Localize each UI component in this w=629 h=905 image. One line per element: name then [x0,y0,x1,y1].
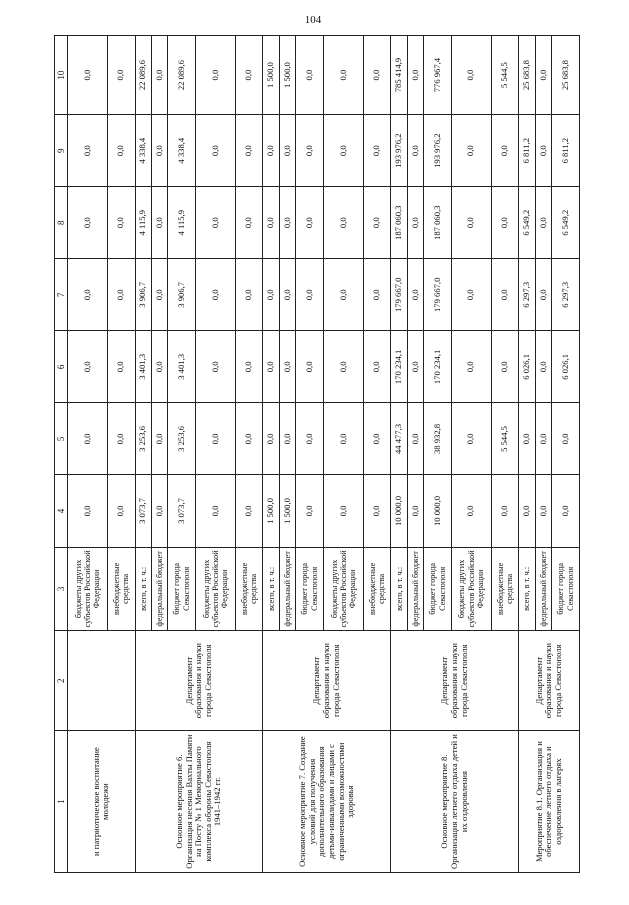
amount-cell: 0,0 [151,331,167,403]
funding-source-cell: всего, в т. ч.: [391,547,407,631]
amount-cell: 0,0 [263,331,279,403]
amount-cell: 0,0 [263,187,279,259]
column-number: 7 [55,259,68,331]
amount-cell: 1 500,0 [263,36,279,115]
amount-cell: 0,0 [196,187,236,259]
amount-cell: 22 089,6 [135,36,151,115]
amount-cell: 0,0 [279,331,295,403]
amount-cell: 0,0 [196,36,236,115]
amount-cell: 0,0 [107,475,135,547]
amount-cell: 5 544,5 [491,403,519,475]
amount-cell: 6 549,2 [552,187,580,259]
amount-cell: 0,0 [107,187,135,259]
activity-name-cell: Основное мероприятие 6. Организация несения Вахты Памяти на Посту № 1 Мемориального комплекса обороны Севастополя 1941–1942 гг. [135,731,263,873]
column-number: 6 [55,331,68,403]
budget-table [54,35,580,873]
amount-cell: 0,0 [552,403,580,475]
amount-cell: 0,0 [552,475,580,547]
amount-cell: 0,0 [196,259,236,331]
amount-cell: 0,0 [296,475,324,547]
responsible-department-cell: Департамент образования и науки города Севастополя [519,631,580,731]
amount-cell: 6 026,1 [552,331,580,403]
amount-cell: 10 000,0 [391,475,407,547]
funding-source-cell: бюджеты других субъектов Российской Федерации [196,547,236,631]
amount-cell: 0,0 [535,259,551,331]
funding-source-cell: бюджеты других субъектов Российской Федерации [68,547,108,631]
amount-cell: 0,0 [491,259,519,331]
amount-cell: 0,0 [107,331,135,403]
amount-cell: 0,0 [107,403,135,475]
amount-cell: 170 234,1 [391,331,407,403]
amount-cell: 0,0 [363,187,391,259]
amount-cell: 0,0 [535,331,551,403]
amount-cell: 0,0 [323,331,363,403]
amount-cell: 3 401,3 [168,331,196,403]
amount-cell: 0,0 [107,36,135,115]
amount-cell: 0,0 [296,115,324,187]
amount-cell: 0,0 [407,187,423,259]
column-number: 4 [55,475,68,547]
amount-cell: 0,0 [451,475,491,547]
page-number: 104 [304,14,322,26]
rotated-table-frame [54,35,580,873]
amount-cell: 0,0 [68,187,108,259]
amount-cell: 0,0 [151,36,167,115]
amount-cell: 0,0 [451,115,491,187]
activity-name-cell: и патриотическое воспитание молодежи [68,731,135,873]
amount-cell: 0,0 [263,115,279,187]
amount-cell: 22 089,6 [168,36,196,115]
amount-cell: 3 253,6 [135,403,151,475]
amount-cell: 4 338,4 [168,115,196,187]
amount-cell: 0,0 [68,403,108,475]
funding-source-cell: всего, в т. ч.: [135,547,151,631]
column-number: 8 [55,187,68,259]
funding-source-cell: внебюджетные средства [363,547,391,631]
amount-cell: 0,0 [363,331,391,403]
funding-source-cell: бюджет города Севастополя [296,547,324,631]
activity-name-cell: Основное мероприятие 7. Создание условий для получения дополнительного образования детьми-инвалидами и лицами с ограниченными возможностями здоровья [263,731,391,873]
amount-cell: 6 297,3 [552,259,580,331]
amount-cell: 0,0 [151,187,167,259]
amount-cell: 0,0 [68,259,108,331]
amount-cell: 25 683,8 [552,36,580,115]
amount-cell: 193 976,2 [391,115,407,187]
column-number: 1 [55,731,68,873]
amount-cell: 0,0 [296,36,324,115]
amount-cell: 1 500,0 [279,475,295,547]
amount-cell: 3 906,7 [168,259,196,331]
funding-source-cell: федеральный бюджет [279,547,295,631]
amount-cell: 0,0 [296,187,324,259]
amount-cell: 0,0 [407,259,423,331]
amount-cell: 0,0 [151,475,167,547]
funding-source-cell: бюджеты других субъектов Российской Федерации [323,547,363,631]
amount-cell: 3 253,6 [168,403,196,475]
amount-cell: 0,0 [407,331,423,403]
amount-cell: 785 414,9 [391,36,407,115]
amount-cell: 0,0 [296,331,324,403]
funding-source-cell: федеральный бюджет [151,547,167,631]
amount-cell: 0,0 [196,403,236,475]
amount-cell: 0,0 [107,259,135,331]
funding-source-cell: бюджет города Севастополя [424,547,452,631]
funding-source-cell: всего, в т. ч.: [519,547,535,631]
amount-cell: 0,0 [363,115,391,187]
amount-cell: 0,0 [235,36,263,115]
amount-cell: 0,0 [196,475,236,547]
amount-cell: 0,0 [363,259,391,331]
amount-cell: 0,0 [235,331,263,403]
amount-cell: 4 115,9 [135,187,151,259]
amount-cell: 44 477,3 [391,403,407,475]
amount-cell: 0,0 [491,331,519,403]
amount-cell: 0,0 [68,475,108,547]
amount-cell: 0,0 [407,403,423,475]
amount-cell: 0,0 [323,36,363,115]
amount-cell: 38 932,8 [424,403,452,475]
amount-cell: 0,0 [323,187,363,259]
amount-cell: 1 500,0 [263,475,279,547]
funding-source-cell: внебюджетные средства [491,547,519,631]
amount-cell: 0,0 [263,403,279,475]
amount-cell: 0,0 [235,259,263,331]
amount-cell: 0,0 [323,259,363,331]
amount-cell: 1 500,0 [279,36,295,115]
amount-cell: 0,0 [235,403,263,475]
funding-source-cell: внебюджетные средства [107,547,135,631]
amount-cell: 0,0 [491,475,519,547]
amount-cell: 193 976,2 [424,115,452,187]
funding-source-cell: бюджет города Севастополя [168,547,196,631]
amount-cell: 0,0 [535,475,551,547]
amount-cell: 0,0 [407,36,423,115]
column-number: 2 [55,631,68,731]
amount-cell: 0,0 [323,115,363,187]
table-row [391,36,407,873]
column-number: 5 [55,403,68,475]
amount-cell: 4 115,9 [168,187,196,259]
amount-cell: 0,0 [363,475,391,547]
column-number: 3 [55,547,68,631]
amount-cell: 0,0 [363,36,391,115]
amount-cell: 179 667,0 [424,259,452,331]
funding-source-cell: федеральный бюджет [535,547,551,631]
amount-cell: 0,0 [235,475,263,547]
amount-cell: 187 060,3 [391,187,407,259]
amount-cell: 170 234,1 [424,331,452,403]
table-row [519,36,535,873]
column-number: 10 [55,36,68,115]
rotated-table-container [54,35,580,873]
funding-source-cell: всего, в т. ч.: [263,547,279,631]
amount-cell: 25 683,8 [519,36,535,115]
amount-cell: 0,0 [196,115,236,187]
amount-cell: 776 967,4 [424,36,452,115]
column-number: 9 [55,115,68,187]
amount-cell: 6 549,2 [519,187,535,259]
amount-cell: 0,0 [235,115,263,187]
amount-cell: 0,0 [535,403,551,475]
funding-source-cell: бюджет города Севастополя [552,547,580,631]
column-number-row [55,36,68,873]
amount-cell: 0,0 [279,115,295,187]
amount-cell: 0,0 [263,259,279,331]
responsible-department-cell [68,631,135,731]
amount-cell: 0,0 [535,115,551,187]
amount-cell: 0,0 [151,259,167,331]
amount-cell: 0,0 [451,331,491,403]
amount-cell: 179 667,0 [391,259,407,331]
funding-source-cell: федеральный бюджет [407,547,423,631]
amount-cell: 0,0 [279,259,295,331]
responsible-department-cell: Департамент образования и науки города Севастополя [391,631,519,731]
amount-cell: 0,0 [323,403,363,475]
amount-cell: 0,0 [491,187,519,259]
amount-cell: 0,0 [296,259,324,331]
amount-cell: 0,0 [151,115,167,187]
amount-cell: 0,0 [363,403,391,475]
amount-cell: 0,0 [107,115,135,187]
activity-name-cell: Мероприятие 8.1. Организация и обеспечение летнего отдыха и оздоровления в лагерях [519,731,580,873]
amount-cell: 0,0 [279,187,295,259]
amount-cell: 0,0 [451,403,491,475]
amount-cell: 0,0 [235,187,263,259]
amount-cell: 6 297,3 [519,259,535,331]
amount-cell: 0,0 [279,403,295,475]
amount-cell: 4 338,4 [135,115,151,187]
amount-cell: 0,0 [519,403,535,475]
table-row [68,36,108,873]
amount-cell: 0,0 [407,475,423,547]
responsible-department-cell: Департамент образования и науки города Севастополя [263,631,391,731]
amount-cell: 3 073,7 [135,475,151,547]
amount-cell: 0,0 [68,36,108,115]
amount-cell: 5 544,5 [491,36,519,115]
amount-cell: 0,0 [451,36,491,115]
amount-cell: 0,0 [151,403,167,475]
amount-cell: 0,0 [535,187,551,259]
amount-cell: 0,0 [407,115,423,187]
funding-source-cell: внебюджетные средства [235,547,263,631]
amount-cell: 6 811,2 [552,115,580,187]
amount-cell: 3 401,3 [135,331,151,403]
amount-cell: 0,0 [296,403,324,475]
amount-cell: 0,0 [519,475,535,547]
amount-cell: 10 000,0 [424,475,452,547]
amount-cell: 0,0 [451,187,491,259]
amount-cell: 6 026,1 [519,331,535,403]
funding-source-cell: бюджеты других субъектов Российской Федерации [451,547,491,631]
amount-cell: 0,0 [196,331,236,403]
amount-cell: 0,0 [451,259,491,331]
amount-cell: 0,0 [535,36,551,115]
table-row [135,36,151,873]
amount-cell: 3 073,7 [168,475,196,547]
amount-cell: 3 906,7 [135,259,151,331]
table-row [263,36,279,873]
amount-cell: 0,0 [68,115,108,187]
activity-name-cell: Основное мероприятие 8. Организация летнего отдыха детей и их оздоровления [391,731,519,873]
amount-cell: 6 811,2 [519,115,535,187]
amount-cell: 0,0 [323,475,363,547]
table-body [68,36,580,873]
amount-cell: 0,0 [491,115,519,187]
amount-cell: 187 060,3 [424,187,452,259]
responsible-department-cell: Департамент образования и науки города Севастополя [135,631,263,731]
amount-cell: 0,0 [68,331,108,403]
